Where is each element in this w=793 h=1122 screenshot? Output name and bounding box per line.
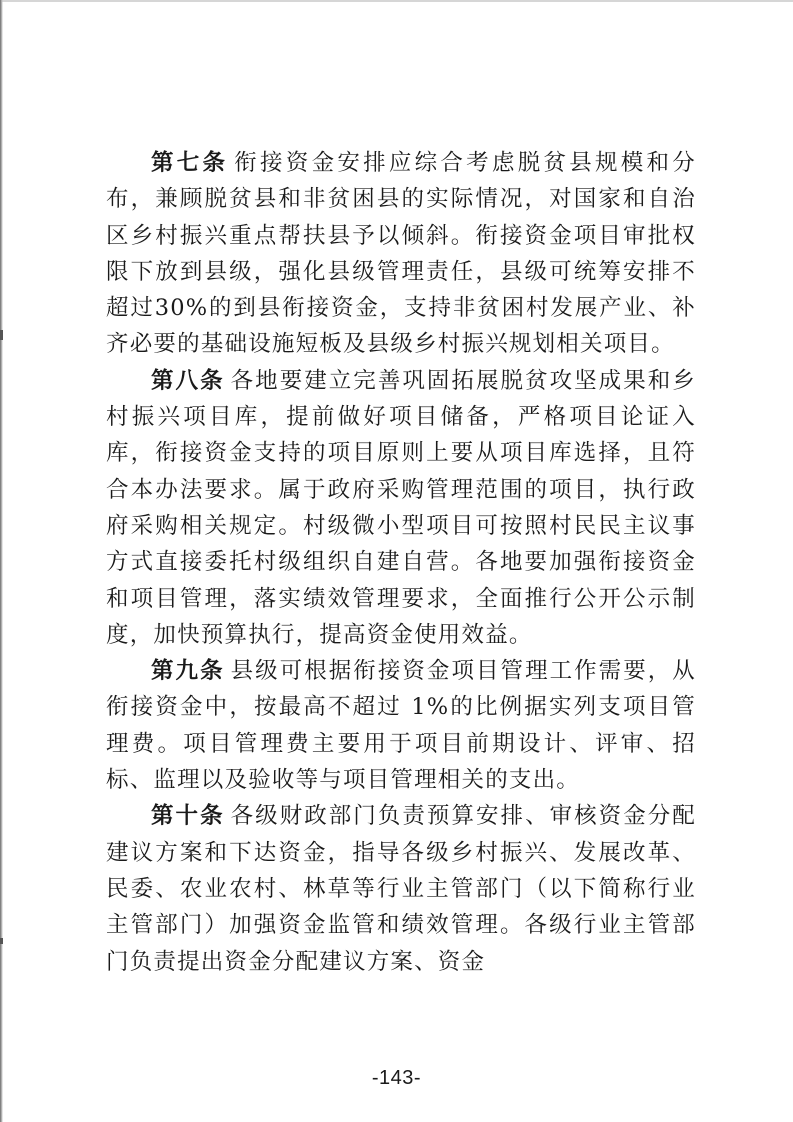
article-heading: 第九条	[151, 658, 225, 685]
scan-left-edge	[0, 0, 3, 1122]
article-heading: 第八条	[151, 367, 225, 394]
article-text: 各地要建立完善巩固拓展脱贫攻坚成果和乡村振兴项目库，提前做好项目储备，严格项目论证入库，衔接资金支持的项目原则上要从项目库选择，且符合本办法要求。属于政府采购管理范围的项目，执行政府采购相关规定。村级微小型项目可按照村民民主议事方式直接委托村级组织自建自营。各地要加强衔接资金和项目管理，落实绩效管理要求，全面推行公开公示制度，加快预算执行，提高资金使用效益。	[106, 367, 696, 648]
scan-top-edge	[0, 0, 793, 2]
article-text: 各级财政部门负责预算安排、审核资金分配建议方案和下达资金，指导各级乡村振兴、发展改革、民委、农业农村、林草等行业主管部门（以下简称行业主管部门）加强资金监管和绩效管理。各级行业主管部门负责提出资金分配建议方案、资金	[106, 803, 696, 975]
scan-speck	[0, 330, 3, 340]
page-number: -143-	[371, 1067, 422, 1089]
scan-speck	[0, 938, 3, 944]
article-9	[106, 653, 696, 798]
article-heading: 第十条	[151, 803, 225, 830]
article-8	[106, 363, 696, 653]
article-10	[106, 798, 696, 979]
article-text: 衔接资金安排应综合考虑脱贫县规模和分布，兼顾脱贫县和非贫困县的实际情况，对国家和自治区乡村振兴重点帮扶县予以倾斜。衔接资金项目审批权限下放到县级，强化县级管理责任，县级可统筹安排不超过30%的到县衔接资金，支持非贫困村发展产业、补齐必要的基础设施短板及县级乡村振兴规划相关项目。	[106, 150, 696, 358]
document-body	[106, 145, 696, 980]
article-text: 县级可根据衔接资金项目管理工作需要，从衔接资金中，按最高不超过 1%的比例据实列支项目管理费。项目管理费主要用于项目前期设计、评审、招标、监理以及验收等与项目管理相关的支出。	[106, 658, 696, 794]
article-heading: 第七条	[151, 150, 229, 176]
article-7	[106, 145, 696, 363]
